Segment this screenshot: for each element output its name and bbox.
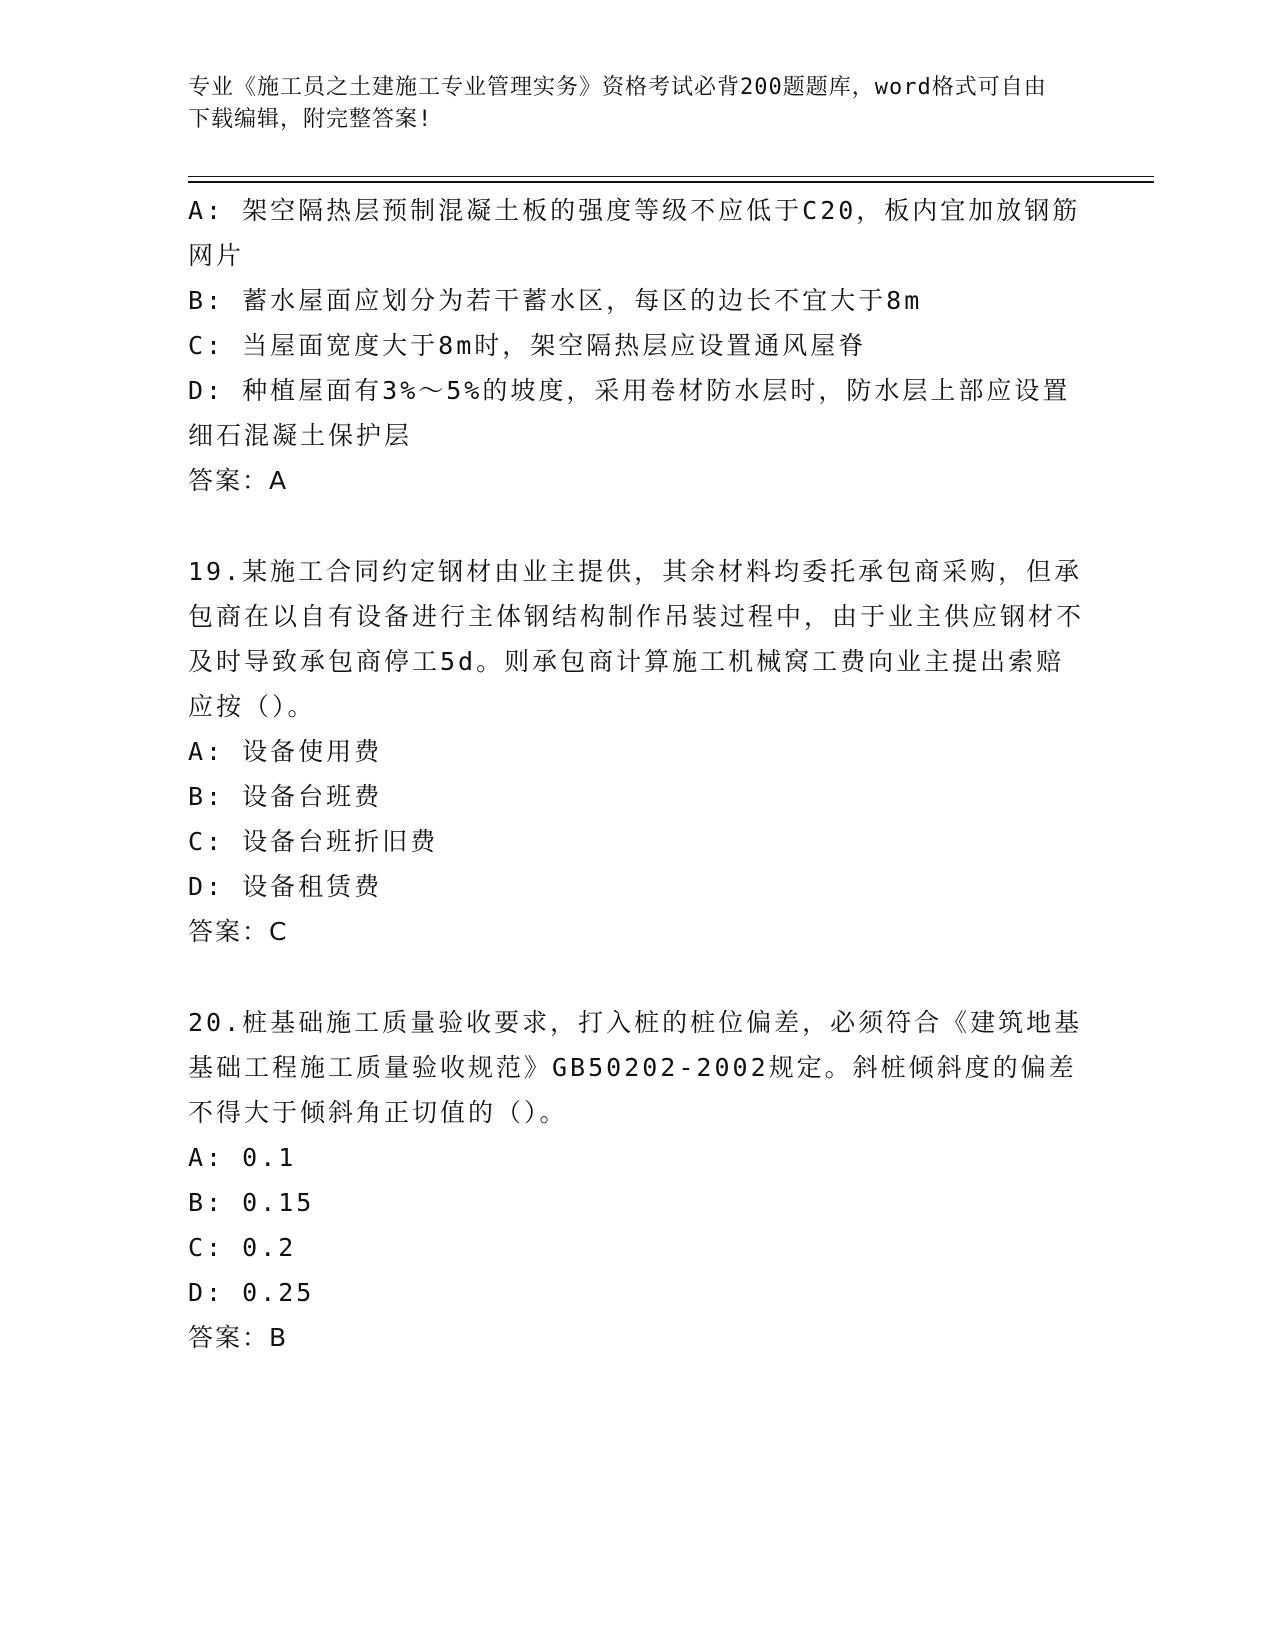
document-header: 专业《施工员之土建施工专业管理实务》资格考试必背200题题库，word格式可自由下载编辑，附完整答案! [188, 75, 1047, 132]
option-d: D: 种植屋面有3%～5%的坡度，采用卷材防水层时，防水层上部应设置细石混凝土保护层 [188, 376, 1071, 450]
option-d: D: 设备租赁费 [188, 872, 383, 901]
question-stem: 20.桩基础施工质量验收要求，打入桩的桩位偏差，必须符合《建筑地基基础工程施工质量验收规范》GB50202-2002规定。斜桩倾斜度的偏差不得大于倾斜角正切值的（）。 [188, 1008, 1083, 1127]
answer: 答案：B [188, 1323, 289, 1352]
answer: 答案：A [188, 466, 289, 495]
option-a: A: 0.1 [188, 1143, 297, 1172]
spacer [188, 503, 1088, 549]
option-b: B: 0.15 [188, 1188, 315, 1217]
answer: 答案：C [188, 917, 289, 946]
question-19 [188, 549, 1088, 954]
option-b: B: 蓄水屋面应划分为若干蓄水区，每区的边长不宜大于8m [188, 286, 923, 315]
question-stem: 19.某施工合同约定钢材由业主提供，其余材料均委托承包商采购，但承包商在以自有设备进行主体钢结构制作吊装过程中，由于业主供应钢材不及时导致承包商停工5d。则承包商计算施工机械窝工费向业主提出索赔应按（）。 [188, 557, 1085, 721]
option-c: C: 当屋面宽度大于8m时，架空隔热层应设置通风屋脊 [188, 331, 867, 360]
question-content [188, 188, 1088, 1360]
option-a: A: 架空隔热层预制混凝土板的强度等级不应低于C20，板内宜加放钢筋网片 [188, 196, 1081, 270]
option-a: A: 设备使用费 [188, 737, 383, 766]
header-divider-thick [188, 181, 1154, 183]
option-c: C: 设备台班折旧费 [188, 827, 439, 856]
option-b: B: 设备台班费 [188, 782, 383, 811]
question-18 [188, 188, 1088, 503]
option-d: D: 0.25 [188, 1278, 315, 1307]
spacer [188, 954, 1088, 1000]
option-c: C: 0.2 [188, 1233, 297, 1262]
header-divider-thin [188, 176, 1154, 177]
question-20 [188, 1000, 1088, 1360]
